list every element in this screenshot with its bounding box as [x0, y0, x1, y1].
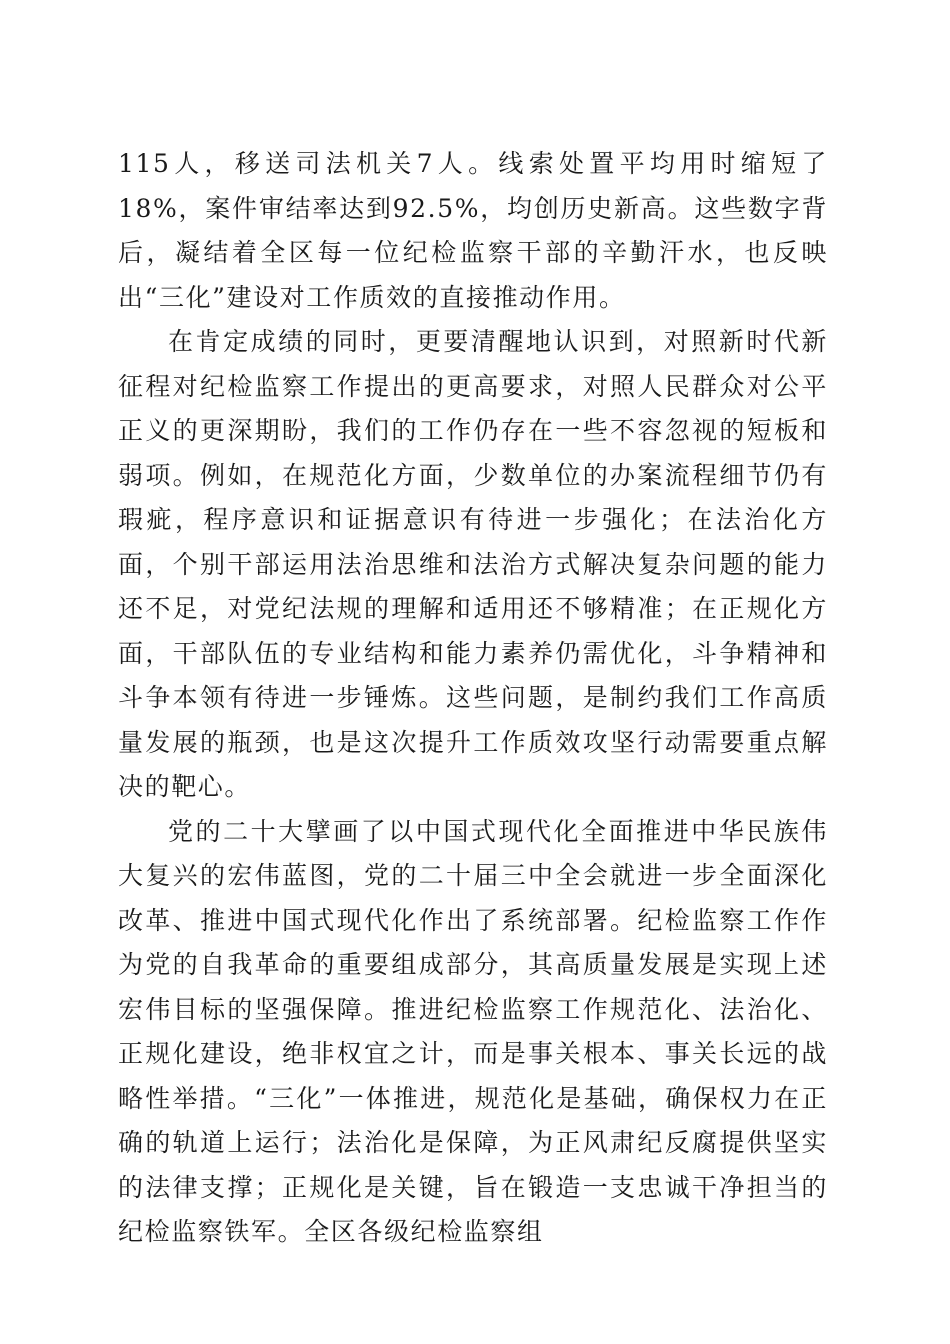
paragraph-shortcomings: 在肯定成绩的同时，更要清醒地认识到，对照新时代新征程对纪检监察工作提出的更高要求，对照人民群众对公平正义的更深期盼，我们的工作仍存在一些不容忽视的短板和弱项。例如，在规范化方面，少数单位的办案流程细节仍有瑕疵，程序意识和证据意识有待进一步强化；在法治化方面，个别干部运用法治思维和法治方式解决复杂问题的能力还不足，对党纪法规的理解和适用还不够精准；在正规化方面，干部队伍的专业结构和能力素养仍需优化，斗争精神和斗争本领有待进一步锤炼。这些问题，是制约我们工作高质量发展的瓶颈，也是这次提升工作质效攻坚行动需要重点解决的靶心。 [118, 327, 828, 801]
paragraph-continuation: 115人，移送司法机关7人。线索处置平均用时缩短了18%，案件审结率达到92.5%，均创历史新高。这些数字背后，凝结着全区每一位纪检监察干部的辛勤汗水，也反映出“三化”建设对工作质效的直接推动作用。 [118, 149, 828, 312]
body-text [118, 142, 828, 1255]
paragraph-strategy: 党的二十大擘画了以中国式现代化全面推进中华民族伟大复兴的宏伟蓝图，党的二十届三中全会就进一步全面深化改革、推进中国式现代化作出了系统部署。纪检监察工作作为党的自我革命的重要组成部分，其高质量发展是实现上述宏伟目标的坚强保障。推进纪检监察工作规范化、法治化、正规化建设，绝非权宜之计，而是事关根本、事关长远的战略性举措。“三化”一体推进，规范化是基础，确保权力在正确的轨道上运行；法治化是保障，为正风肃纪反腐提供坚实的法律支撑；正规化是关键，旨在锻造一支忠诚干净担当的纪检监察铁军。全区各级纪检监察组 [118, 816, 828, 1246]
